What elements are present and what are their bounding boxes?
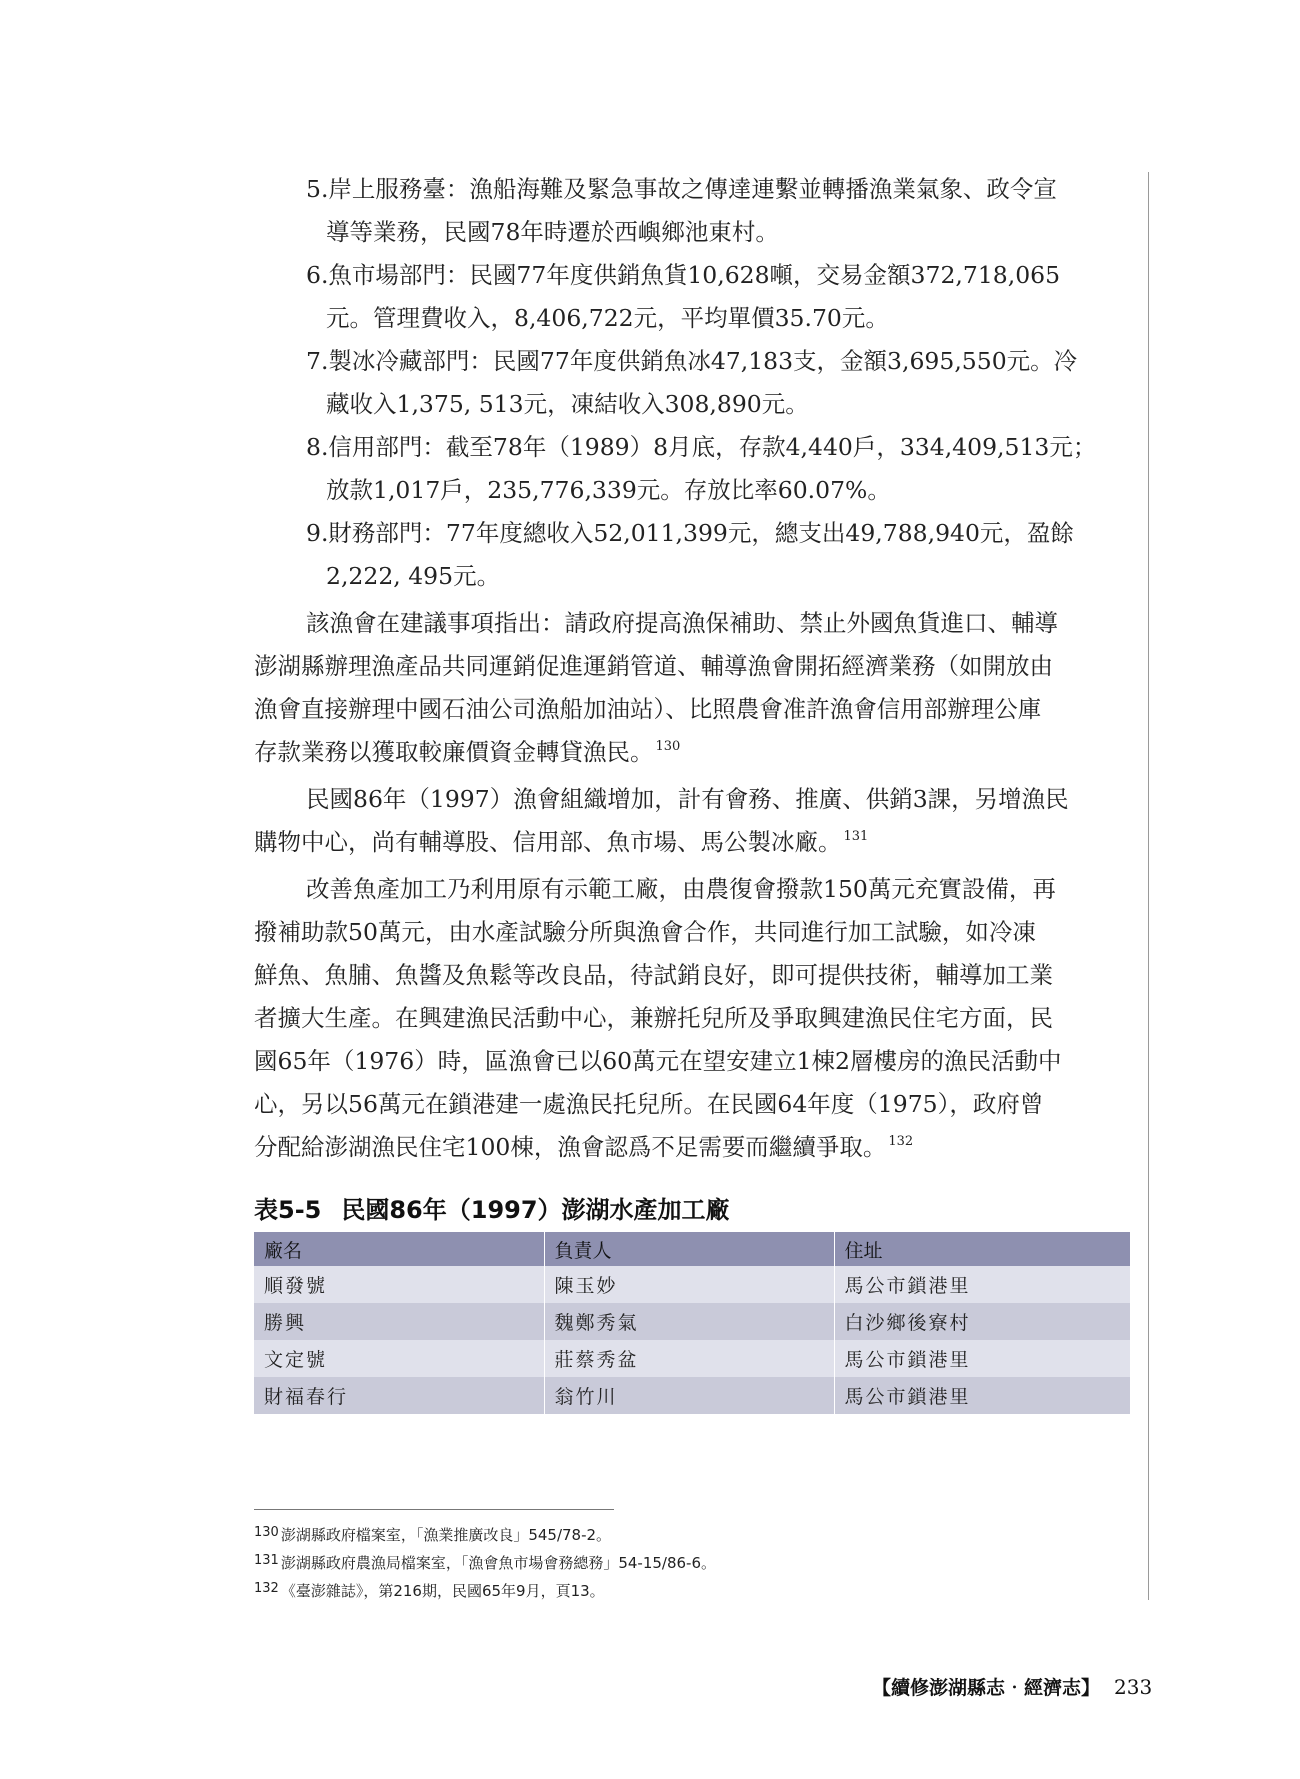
list-item bbox=[254, 426, 1132, 512]
processing-plants-table bbox=[254, 1232, 1130, 1414]
paragraph-line: 該漁會在建議事項指出：請政府提高漁保補助、禁止外國魚貨進口、輔導 bbox=[306, 609, 1058, 637]
footnote-separator bbox=[254, 1509, 614, 1510]
paragraph-line: 民國86年（1997）漁會組織增加，計有會務、推廣、供銷3課，另增漁民 bbox=[306, 785, 1069, 813]
table-cell: 莊蔡秀盆 bbox=[544, 1340, 834, 1377]
running-footer bbox=[872, 1673, 1152, 1700]
paragraph-line: 購物中心，尚有輔導股、信用部、魚市場、馬公製冰廠。 bbox=[254, 828, 842, 856]
footnote-number: 132 bbox=[254, 1581, 279, 1596]
table-title: 民國86年（1997）澎湖水產加工廠 bbox=[341, 1196, 730, 1224]
column-header: 廠名 bbox=[254, 1232, 544, 1266]
paragraph-line: 鮮魚、魚脯、魚醬及魚鬆等改良品，待試銷良好，即可提供技術，輔導加工業 bbox=[254, 961, 1053, 989]
paragraph-line: 存款業務以獲取較廉價資金轉貸漁民。 bbox=[254, 738, 654, 766]
footnote bbox=[254, 1548, 716, 1576]
table-cell: 陳玉妙 bbox=[544, 1266, 834, 1303]
list-item-line: 8.信用部門：截至78年（1989）8月底，存款4,440戶，334,409,513元； bbox=[306, 433, 1097, 461]
column-header: 負責人 bbox=[544, 1232, 834, 1266]
list-item-line: 5.岸上服務臺：漁船海難及緊急事故之傳達連繫並轉播漁業氣象、政令宣 bbox=[306, 175, 1057, 203]
table-row bbox=[254, 1303, 1130, 1340]
margin-rule bbox=[1148, 172, 1149, 1600]
column-header: 住址 bbox=[834, 1232, 1130, 1266]
footnote-ref[interactable]: 130 bbox=[655, 739, 681, 754]
list-item bbox=[254, 168, 1132, 254]
list-item-line: 放款1,017戶，235,776,339元。存放比率60.07%。 bbox=[326, 476, 891, 504]
list-item bbox=[254, 512, 1132, 598]
paragraph-line: 漁會直接辦理中國石油公司漁船加油站）、比照農會准許漁會信用部辦理公庫 bbox=[254, 695, 1042, 723]
list-item-line: 9.財務部門：77年度總收入52,011,399元，總支出49,788,940元，盈餘 bbox=[306, 519, 1074, 547]
table-number: 表5-5 bbox=[254, 1196, 322, 1224]
table-cell: 馬公市鎖港里 bbox=[834, 1377, 1130, 1414]
paragraph-organization bbox=[254, 778, 1132, 864]
table-cell: 馬公市鎖港里 bbox=[834, 1266, 1130, 1303]
paragraph-line: 心，另以56萬元在鎖港建一處漁民托兒所。在民國64年度（1975），政府曾 bbox=[254, 1090, 1044, 1118]
footnotes bbox=[254, 1520, 716, 1604]
footnote bbox=[254, 1576, 716, 1604]
table-row bbox=[254, 1377, 1130, 1414]
list-item-line: 2,222, 495元。 bbox=[326, 562, 501, 590]
table-cell: 順發號 bbox=[254, 1266, 544, 1303]
table-cell: 魏鄭秀氣 bbox=[544, 1303, 834, 1340]
list-item-line: 6.魚市場部門：民國77年度供銷魚貨10,628噸，交易金額372,718,065 bbox=[306, 261, 1061, 289]
paragraph-line: 改善魚產加工乃利用原有示範工廠，由農復會撥款150萬元充實設備，再 bbox=[306, 875, 1056, 903]
footnote-number: 131 bbox=[254, 1553, 279, 1568]
table-cell: 翁竹川 bbox=[544, 1377, 834, 1414]
table-row bbox=[254, 1340, 1130, 1377]
paragraph-recommendations bbox=[254, 602, 1132, 774]
table-row bbox=[254, 1266, 1130, 1303]
table-cell: 白沙鄉後寮村 bbox=[834, 1303, 1130, 1340]
table-cell: 文定號 bbox=[254, 1340, 544, 1377]
list-item-line: 元。管理費收入，8,406,722元，平均單價35.70元。 bbox=[326, 304, 889, 332]
footnote bbox=[254, 1520, 716, 1548]
paragraph-processing bbox=[254, 868, 1132, 1169]
book-title: 【續修澎湖縣志‧經濟志】 bbox=[872, 1677, 1101, 1699]
table-cell: 馬公市鎖港里 bbox=[834, 1340, 1130, 1377]
footnote-text: 澎湖縣政府檔案室，「漁業推廣改良」545/78-2。 bbox=[280, 1526, 612, 1544]
footnote-ref[interactable]: 131 bbox=[843, 829, 869, 844]
paragraph-line: 國65年（1976）時，區漁會已以60萬元在望安建立1棟2層樓房的漁民活動中 bbox=[254, 1047, 1062, 1075]
paragraph-line: 澎湖縣辦理漁產品共同運銷促進運銷管道、輔導漁會開拓經濟業務（如開放由 bbox=[254, 652, 1053, 680]
table-cell: 勝興 bbox=[254, 1303, 544, 1340]
paragraph-line: 撥補助款50萬元，由水產試驗分所與漁會合作，共同進行加工試驗，如冷凍 bbox=[254, 918, 1036, 946]
paragraph-line: 者擴大生產。在興建漁民活動中心，兼辦托兒所及爭取興建漁民住宅方面，民 bbox=[254, 1004, 1053, 1032]
list-item bbox=[254, 254, 1132, 340]
list-item bbox=[254, 340, 1132, 426]
table-caption bbox=[254, 1190, 730, 1225]
page-number: 233 bbox=[1114, 1675, 1153, 1699]
footnote-text: 《臺澎雜誌》，第216期，民國65年9月，頁13。 bbox=[280, 1582, 605, 1600]
footnote-text: 澎湖縣政府農漁局檔案室，「漁會魚市場會務總務」54-15/86-6。 bbox=[280, 1554, 717, 1572]
footnote-number: 130 bbox=[254, 1525, 279, 1540]
list-item-line: 7.製冰冷藏部門：民國77年度供銷魚冰47,183支，金額3,695,550元。冷 bbox=[306, 347, 1078, 375]
main-text bbox=[254, 168, 1132, 1169]
paragraph-line: 分配給澎湖漁民住宅100棟，漁會認爲不足需要而繼續爭取。 bbox=[254, 1133, 887, 1161]
table-header-row bbox=[254, 1232, 1130, 1266]
list-item-line: 藏收入1,375, 513元，凍結收入308,890元。 bbox=[326, 390, 809, 418]
list-item-line: 導等業務，民國78年時遷於西嶼鄉池東村。 bbox=[326, 218, 779, 246]
table-cell: 財福春行 bbox=[254, 1377, 544, 1414]
footnote-ref[interactable]: 132 bbox=[888, 1134, 914, 1149]
